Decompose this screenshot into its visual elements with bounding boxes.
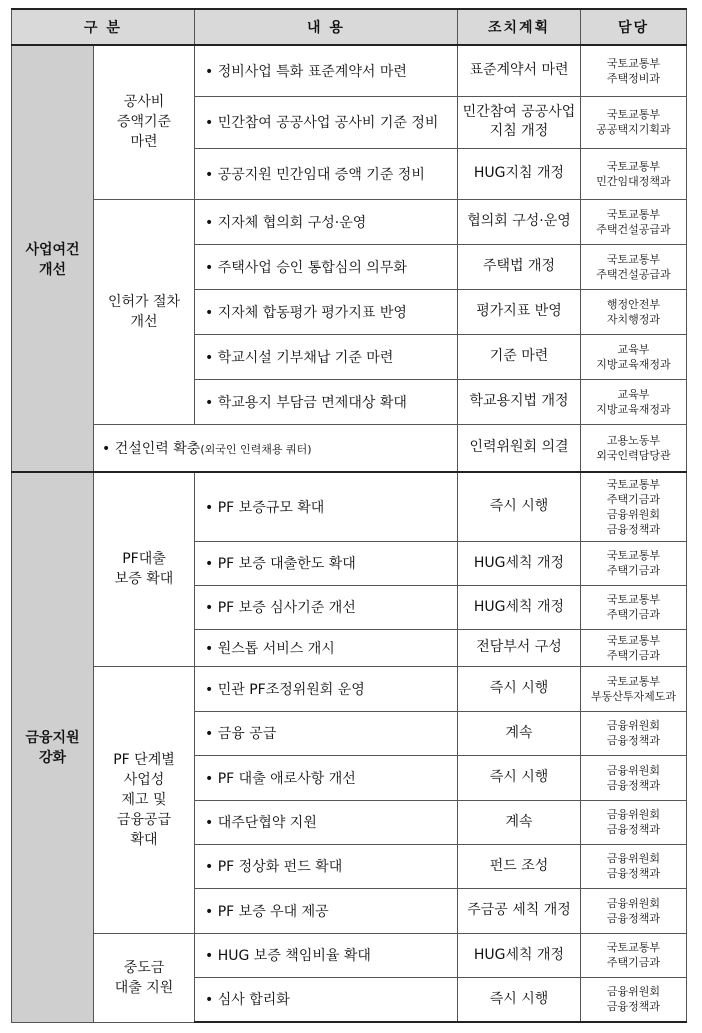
table-row [12,933,687,977]
action-cell: 주금공 세칙 개정 [458,888,581,933]
owner-cell: 행정안전부 자치행정과 [581,289,687,334]
content-cell: • 금융 공급 [195,711,458,755]
owner-cell: 국토교통부 주택기금과 [581,629,687,666]
table-row [12,199,687,244]
action-cell: 평가지표 반영 [458,289,581,334]
content-cell: • 건설인력 확충(외국인 인력채용 쿼터) [94,424,458,472]
group-label: PF대출 보증 확대 [94,472,195,666]
action-cell: 즉시 시행 [458,977,581,1022]
action-cell: 즉시 시행 [458,666,581,711]
content-cell: • 정비사업 특화 표준계약서 마련 [195,45,458,96]
group-label: PF 단계별 사업성 제고 및 금융공급 확대 [94,666,195,933]
owner-cell: 금융위원회 금융정책과 [581,844,687,888]
table-row [12,424,687,472]
content-cell: • PF 보증 우대 제공 [195,888,458,933]
content-cell: • 심사 합리화 [195,977,458,1022]
table-row [12,666,687,711]
action-cell: 기준 마련 [458,334,581,379]
content-cell: • PF 보증 대출한도 확대 [195,541,458,585]
content-cell: • 공공지원 민간임대 증액 기준 정비 [195,148,458,199]
owner-cell: 국토교통부 공공택지기획과 [581,96,687,148]
section-title: 금융지원 강화 [12,472,94,1022]
header-row [12,9,687,45]
header-action: 조치계획 [458,9,581,45]
action-cell: HUG지침 개정 [458,148,581,199]
table-row [12,472,687,541]
owner-cell: 국토교통부 민간임대정책과 [581,148,687,199]
owner-cell: 교육부 지방교육재정과 [581,334,687,379]
action-cell: 즉시 시행 [458,755,581,800]
action-cell: 계속 [458,800,581,844]
owner-cell: 국토교통부 주택기금과 금융위원회 금융정책과 [581,472,687,541]
action-cell: 펀드 조성 [458,844,581,888]
owner-cell: 국토교통부 주택기금과 [581,585,687,629]
owner-cell: 국토교통부 주택정비과 [581,45,687,96]
action-cell: 인력위원회 의결 [458,424,581,472]
header-owner: 담당 [581,9,687,45]
action-cell: 표준계약서 마련 [458,45,581,96]
table-row [12,45,687,96]
owner-cell: 국토교통부 주택기금과 [581,933,687,977]
owner-cell: 국토교통부 주택건설공급과 [581,199,687,244]
owner-cell: 금융위원회 금융정책과 [581,977,687,1022]
action-cell: 계속 [458,711,581,755]
header-category: 구 분 [12,9,195,45]
owner-cell: 국토교통부 주택기금과 [581,541,687,585]
content-cell: • 민간참여 공공사업 공사비 기준 정비 [195,96,458,148]
action-cell: HUG세칙 개정 [458,585,581,629]
owner-cell: 고용노동부 외국인력담당관 [581,424,687,472]
group-label: 인허가 절차 개선 [94,199,195,424]
content-cell: • 민관 PF조정위원회 운영 [195,666,458,711]
content-cell: • 학교시설 기부채납 기준 마련 [195,334,458,379]
action-cell: 전담부서 구성 [458,629,581,666]
group-label: 공사비 증액기준 마련 [94,45,195,199]
content-cell: • 주택사업 승인 통합심의 의무화 [195,244,458,289]
owner-cell: 금융위원회 금융정책과 [581,888,687,933]
group-label: 중도금 대출 지원 [94,933,195,1022]
content-cell: • 지자체 협의회 구성·운영 [195,199,458,244]
content-cell: • HUG 보증 책임비율 확대 [195,933,458,977]
content-cell: • PF 보증 심사기준 개선 [195,585,458,629]
owner-cell: 국토교통부 주택건설공급과 [581,244,687,289]
action-cell: 주택법 개정 [458,244,581,289]
content-cell: • 원스톱 서비스 개시 [195,629,458,666]
action-cell: HUG세칙 개정 [458,933,581,977]
measures-table [11,8,687,1023]
content-cell: • 대주단협약 지원 [195,800,458,844]
content-cell: • 학교용지 부담금 면제대상 확대 [195,379,458,424]
action-cell: 민간참여 공공사업 지침 개정 [458,96,581,148]
owner-cell: 교육부 지방교육재정과 [581,379,687,424]
content-cell: • PF 정상화 펀드 확대 [195,844,458,888]
action-cell: 즉시 시행 [458,472,581,541]
owner-cell: 국토교통부 부동산투자제도과 [581,666,687,711]
owner-cell: 금융위원회 금융정책과 [581,711,687,755]
content-cell: • PF 대출 애로사항 개선 [195,755,458,800]
owner-cell: 금융위원회 금융정책과 [581,800,687,844]
content-cell: • 지자체 합동평가 평가지표 반영 [195,289,458,334]
action-cell: 학교용지법 개정 [458,379,581,424]
action-cell: 협의회 구성·운영 [458,199,581,244]
content-cell: • PF 보증규모 확대 [195,472,458,541]
section-title: 사업여건 개선 [12,45,94,472]
owner-cell: 금융위원회 금융정책과 [581,755,687,800]
header-content: 내 용 [195,9,458,45]
action-cell: HUG세칙 개정 [458,541,581,585]
